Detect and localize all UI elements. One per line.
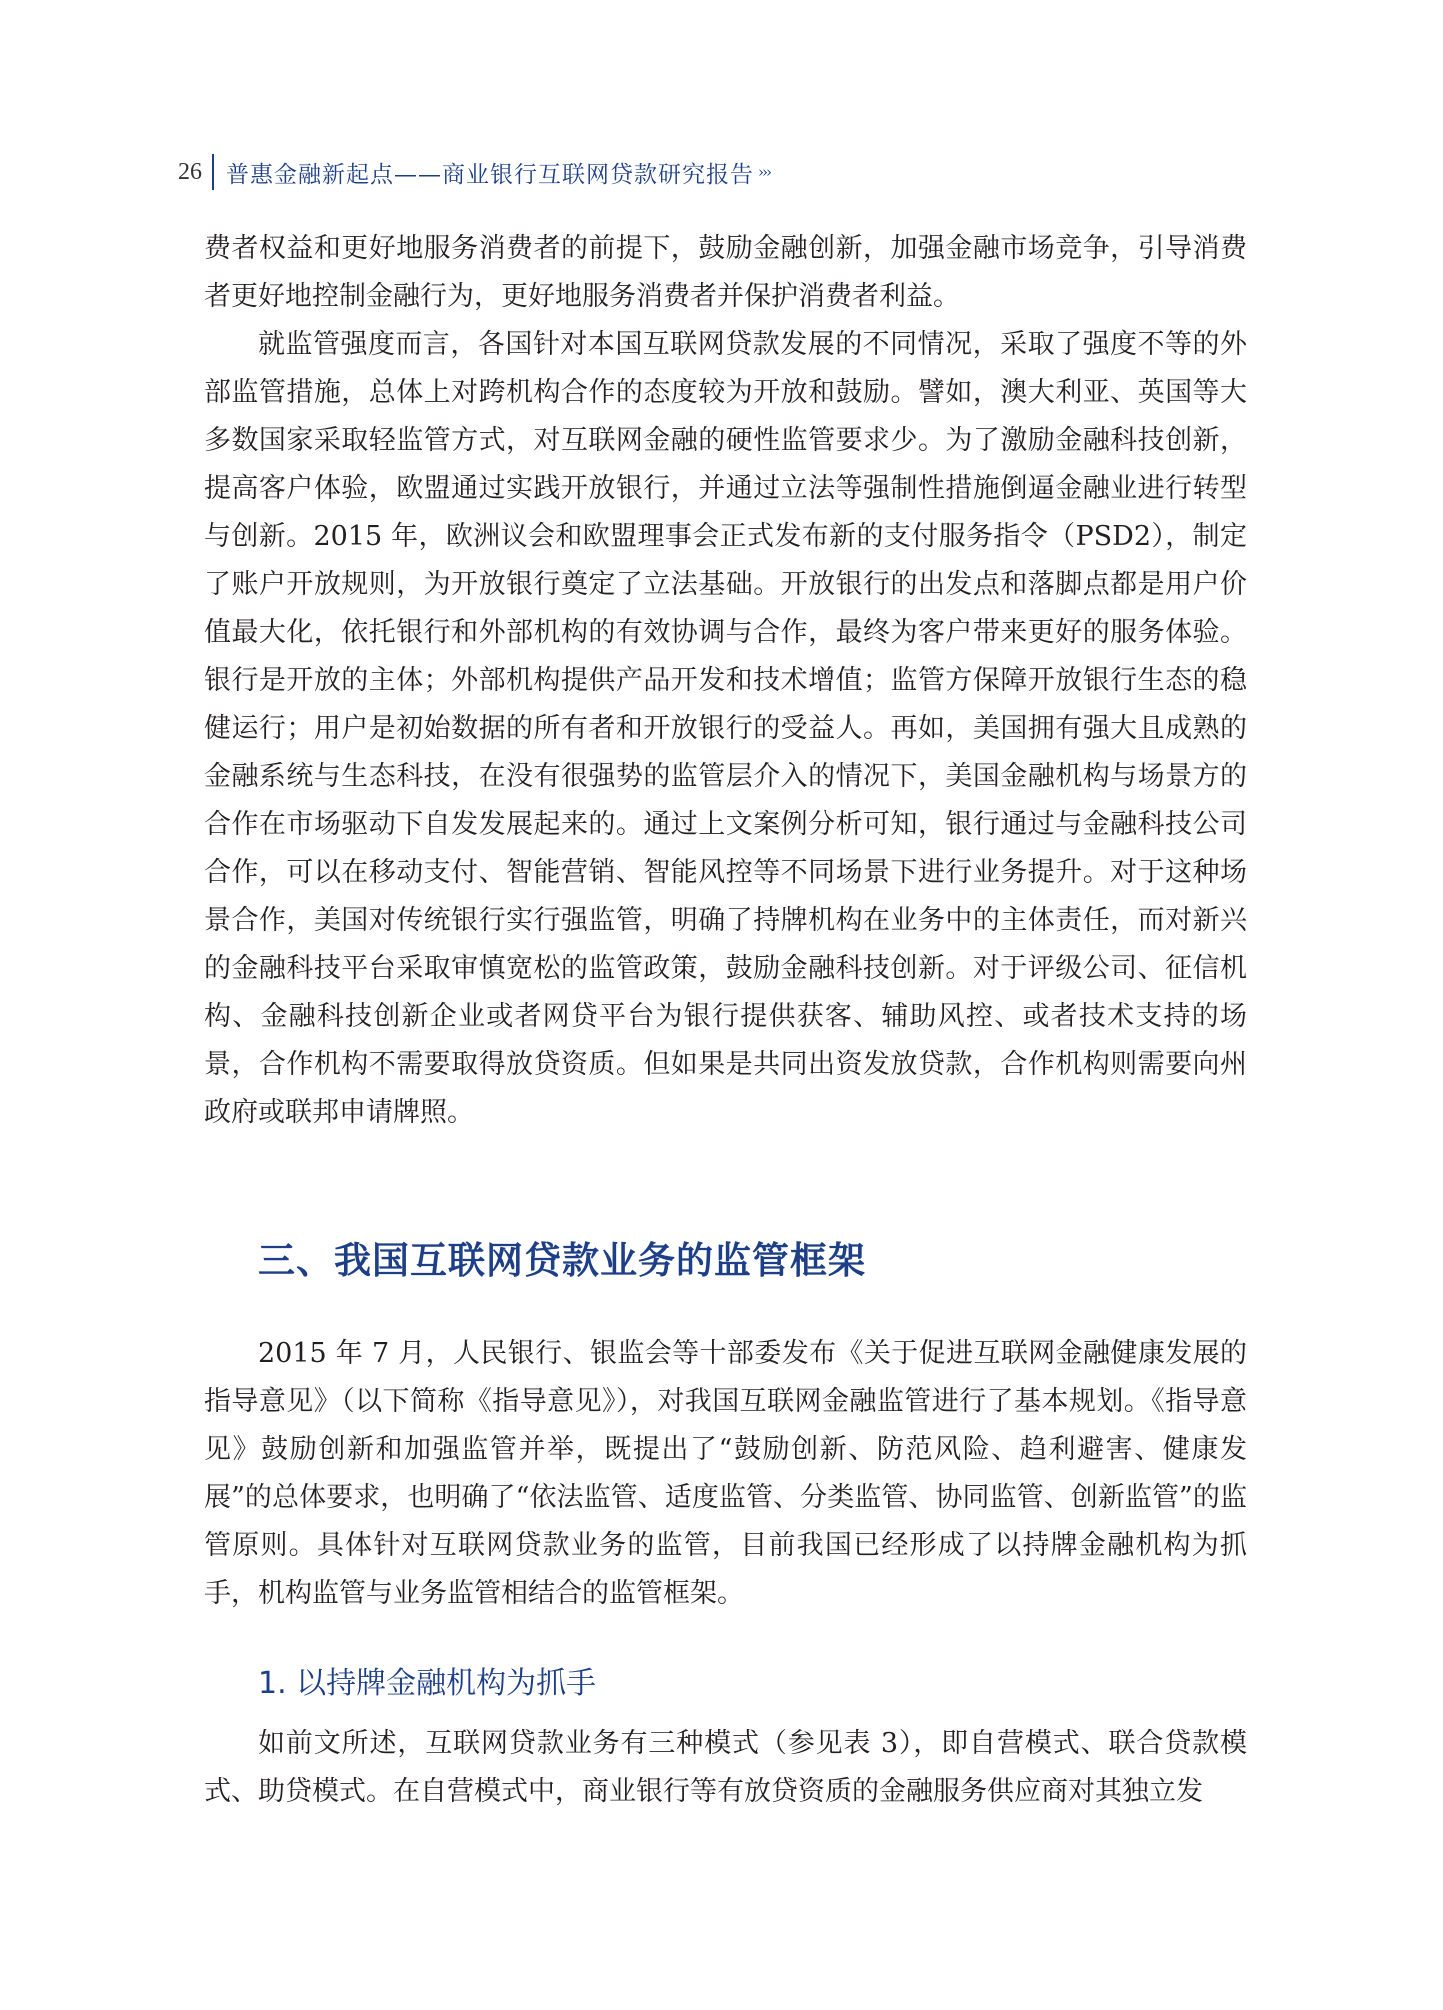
page-number: 26 (178, 158, 202, 185)
paragraph: 如前文所述，互联网贷款业务有三种模式（参见表 3），即自营模式、联合贷款模式、助贷模式。在自营模式中，商业银行等有放贷资质的金融服务供应商对其独立发 (204, 1728, 1247, 1807)
running-title: 普惠金融新起点——商业银行互联网贷款研究报告 (226, 161, 754, 188)
body-text-section (204, 1330, 1247, 1618)
running-header (162, 152, 770, 192)
header-divider (212, 154, 214, 190)
paragraph: 就监管强度而言，各国针对本国互联网贷款发展的不同情况，采取了强度不等的外部监管措施，总体上对跨机构合作的态度较为开放和鼓励。譬如，澳大利亚、英国等大多数国家采取轻监管方式，对互联网金融的硬性监管要求少。为了激励金融科技创新，提高客户体验，欧盟通过实践开放银行，并通过立法等强制性措施倒逼金融业进行转型与创新。2015 年，欧洲议会和欧盟理事会正式发布新的支付服务指令（PSD2），制定了账户开放规则，为开放银行奠定了立法基础。开放银行的出发点和落脚点都是用户价值最大化，依托银行和外部机构的有效协调与合作，最终为客户带来更好的服务体验。银行是开放的主体；外部机构提供产品开发和技术增值；监管方保障开放银行生态的稳健运行；用户是初始数据的所有者和开放银行的受益人。再如，美国拥有强大且成熟的金融系统与生态科技，在没有很强势的监管层介入的情况下，美国金融机构与场景方的合作在市场驱动下自发发展起来的。通过上文案例分析可知，银行通过与金融科技公司合作，可以在移动支付、智能营销、智能风控等不同场景下进行业务提升。对于这种场景合作，美国对传统银行实行强监管，明确了持牌机构在业务中的主体责任，而对新兴的金融科技平台采取审慎宽松的监管政策，鼓励金融科技创新。对于评级公司、征信机构、金融科技创新企业或者网贷平台为银行提供获客、辅助风控、或者技术支持的场景，合作机构不需要取得放贷资质。但如果是共同出资发放贷款，合作机构则需要向州政府或联邦申请牌照。 (204, 329, 1247, 1128)
subsection-heading: 1. 以持牌金融机构为抓手 (258, 1666, 597, 1701)
body-text-top (204, 225, 1247, 1137)
paragraph: 2015 年 7 月，人民银行、银监会等十部委发布《关于促进互联网金融健康发展的指导意见》（以下简称《指导意见》），对我国互联网金融监管进行了基本规划。《指导意见》鼓励创新和加强监管并举，既提出了“鼓励创新、防范风险、趋利避害、健康发展”的总体要求，也明确了“依法监管、适度监管、分类监管、协同监管、创新监管”的监管原则。具体针对互联网贷款业务的监管，目前我国已经形成了以持牌金融机构为抓手，机构监管与业务监管相结合的监管框架。 (204, 1338, 1247, 1609)
chevrons-icon: ››› (758, 163, 770, 181)
section-heading: 三、我国互联网贷款业务的监管框架 (258, 1239, 866, 1282)
paragraph: 费者权益和更好地服务消费者的前提下，鼓励金融创新，加强金融市场竞争，引导消费者更好地控制金融行为，更好地服务消费者并保护消费者利益。 (204, 233, 1247, 312)
body-text-sub (204, 1720, 1247, 1816)
